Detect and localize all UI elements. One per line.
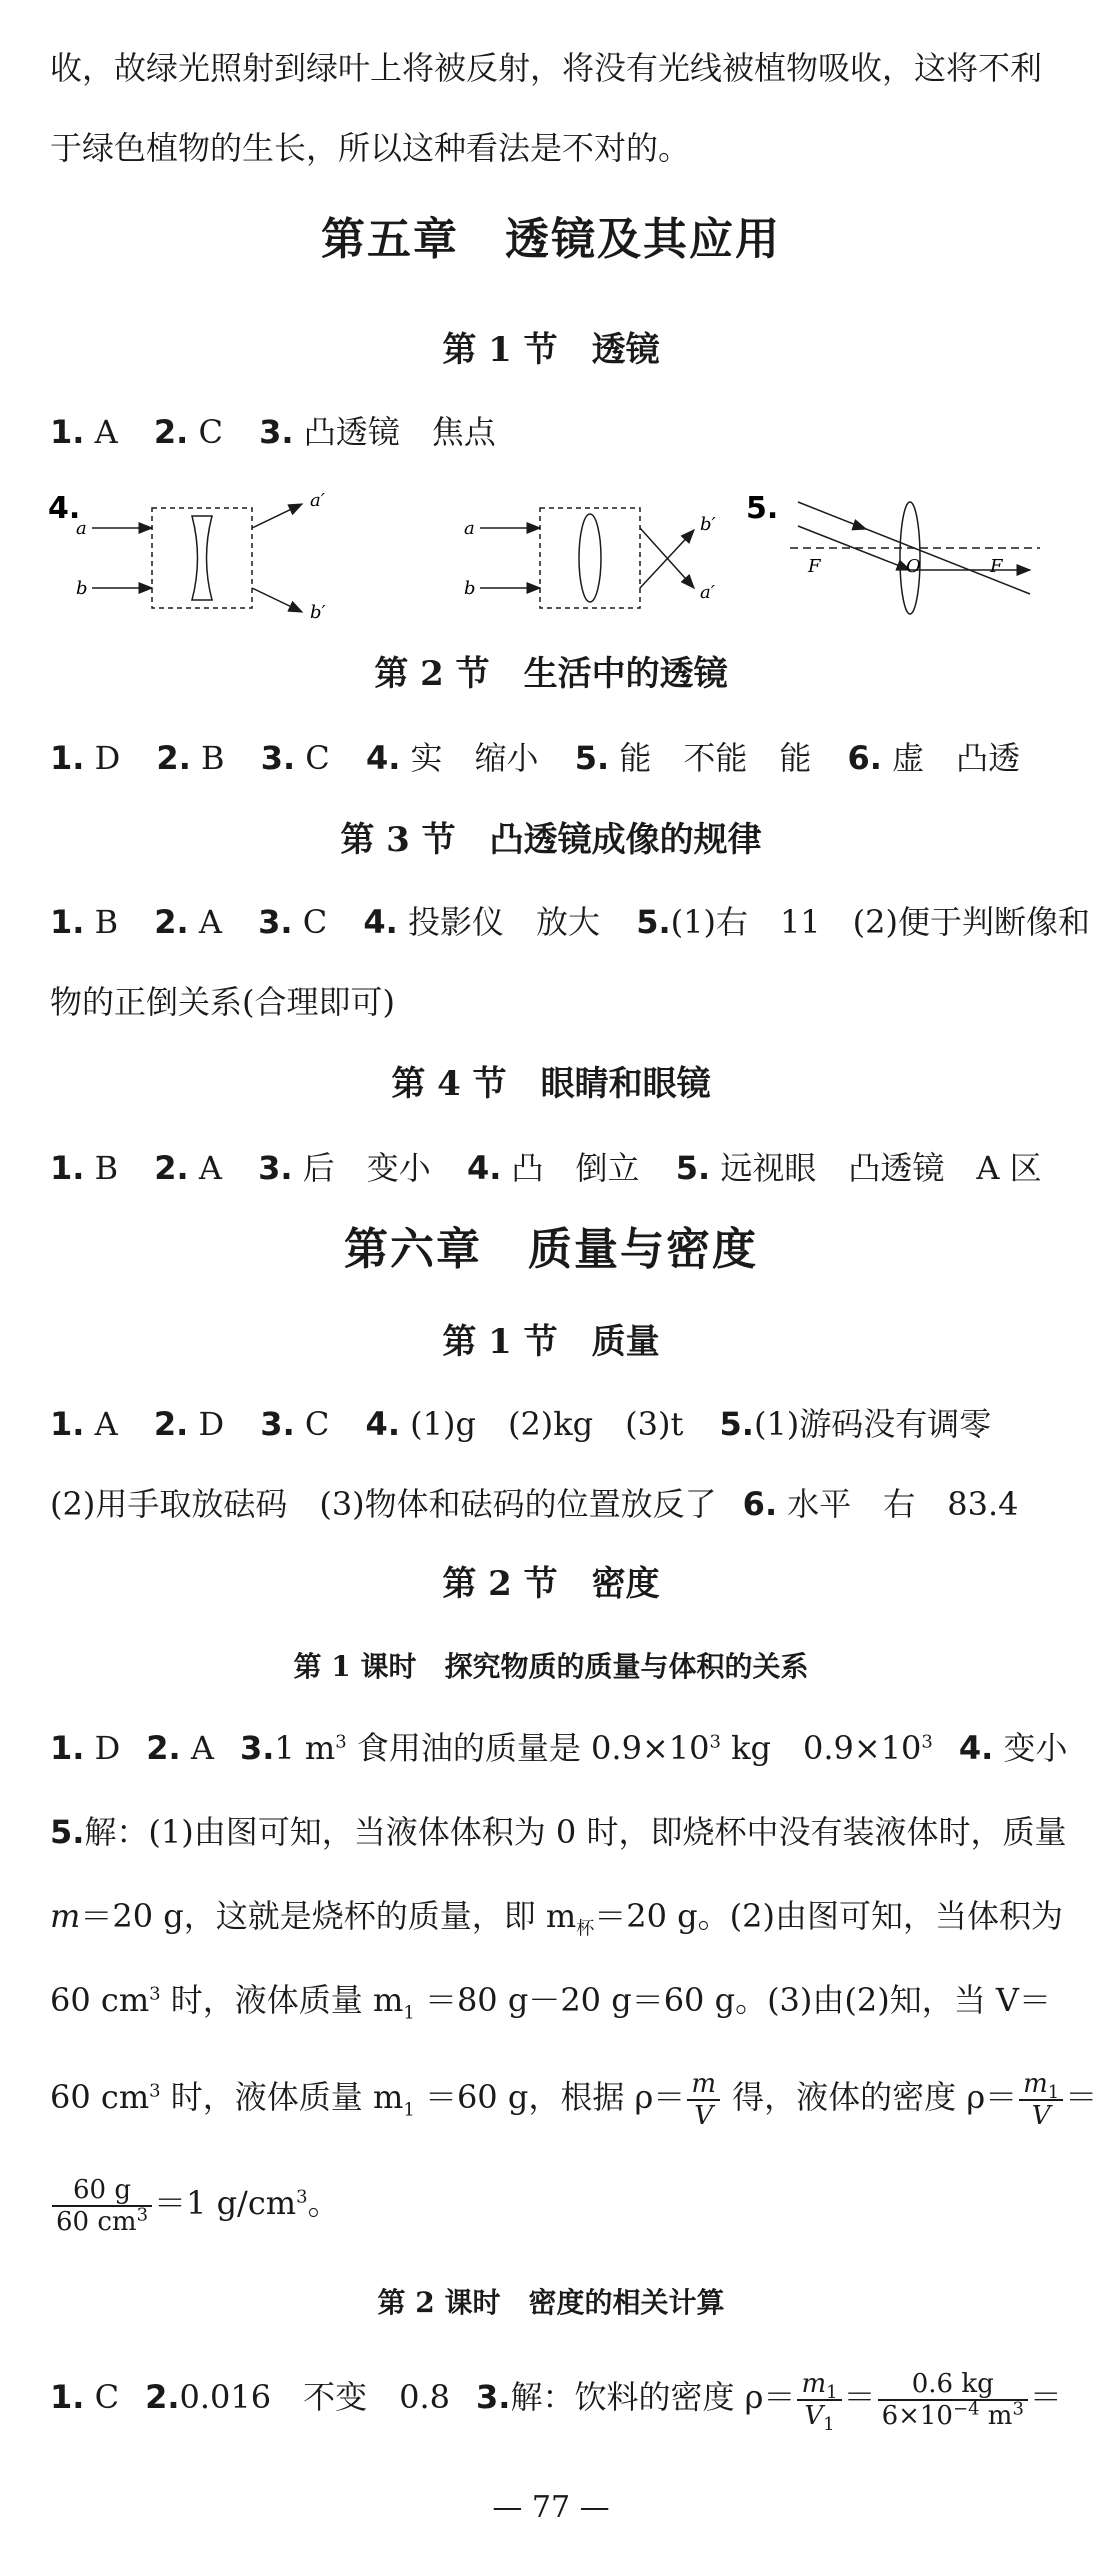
fraction: $\frac{0.6 kg}{6\times 10^{-4} m^3}$ (878, 2369, 1028, 2431)
svg-text:a: a (464, 518, 475, 539)
answer-line: 1. B 2. A 3. 后 变小 4. 凸 倒立 5. 远视眼 凸透镜 A 区 (50, 1149, 1042, 1187)
convex-lens-diagram (464, 508, 716, 608)
answer-line: 1. D 2. A 3.1 $m^3$ 食用油的质量是 $0.9\times 10^3$ kg $0.9\times 10^3$ 4. 变小 (50, 1729, 1068, 1767)
section-title: 第 4 节 眼睛和眼镜 (391, 1064, 711, 1104)
solution-line: $\frac{60 g}{60 cm^3}$ ＝1 $g/cm^3$。 (50, 2168, 340, 2238)
answer-line: 1. B 2. A 3. C 4. 投影仪 放大 5.(1)右 11 (2)便于判断像和 (50, 903, 1090, 941)
page-number: — 77 — (492, 2490, 610, 2525)
solution-line: 60 $cm^3$ 时，液体质量 $m_1 =80$ g－20 g＝60 g。(3)由(2)知，当 V＝ (50, 1981, 1052, 2024)
svg-text:F: F (990, 556, 1003, 577)
answer-line: (2)用手取放砝码 (3)物体和砝码的位置放反了 6. 水平 右 83.4 (50, 1485, 1019, 1523)
solution-line: m＝20 g，这就是烧杯的质量，即 $m_杯=20$ g。(2)由图可知，当体积为 (50, 1897, 1063, 1940)
question-number: 2. (153, 413, 189, 451)
answer-line: 1. A 2. D 3. C 4. (1)g (2)kg (3)t 5.(1)游码没有调零 (50, 1405, 992, 1443)
fraction: $\frac{m}{V}$ (687, 2069, 720, 2131)
text-line: 物的正倒关系(合理即可) (50, 983, 395, 1021)
svg-text:b′: b′ (700, 514, 716, 535)
answer: 凸透镜 焦点 (303, 413, 496, 451)
svg-text:b: b (464, 578, 476, 599)
lesson-title: 第 1 课时 探究物质的质量与体积的关系 (293, 1650, 809, 1683)
answer-line (50, 412, 522, 452)
answer: C (198, 413, 223, 451)
svg-text:O: O (906, 556, 921, 577)
optics-figure (40, 490, 1060, 630)
question-number: 3. (259, 413, 294, 451)
question-number: 5. (746, 491, 779, 526)
question-number: 1. (50, 413, 85, 451)
svg-text:F: F (808, 556, 821, 577)
section-title: 第 2 节 密度 (442, 1564, 660, 1604)
svg-text:b: b (76, 578, 88, 599)
fraction: $\frac{m_1}{V_1}$ (797, 2369, 841, 2431)
concave-lens-diagram (76, 490, 326, 623)
question-number: 4. (48, 491, 81, 526)
text-line: 收，故绿光照射到绿叶上将被反射，将没有光线被植物吸收，这将不利 (50, 49, 1043, 87)
svg-text:a′: a′ (310, 490, 325, 511)
text-line: 于绿色植物的生长，所以这种看法是不对的。 (50, 129, 691, 167)
solution-line: 5.解：(1)由图可知，当液体体积为 0 时，即烧杯中没有装液体时，质量 (50, 1813, 1067, 1851)
fraction: $\frac{m_1}{V}$ (1019, 2069, 1063, 2131)
chapter-title: 第六章 质量与密度 (344, 1224, 758, 1275)
fraction: $\frac{60 g}{60 cm^3}$ (52, 2175, 152, 2237)
section-title: 第 1 节 透镜 (442, 330, 660, 370)
section-title: 第 3 节 凸透镜成像的规律 (340, 820, 762, 860)
section-title: 第 2 节 生活中的透镜 (374, 654, 728, 694)
ray-diagram (790, 502, 1040, 614)
svg-text:a: a (76, 518, 87, 539)
answer-line: 1. D 2. B 3. C 4. 实 缩小 5. 能 不能 能 6. 虚 凸透 (50, 739, 1021, 777)
lesson-title: 第 2 课时 密度的相关计算 (377, 2286, 725, 2319)
chapter-title: 第五章 透镜及其应用 (321, 214, 781, 265)
answer: A (94, 413, 118, 451)
section-title: 第 1 节 质量 (442, 1322, 660, 1362)
solution-line: 60 $cm^3$ 时，液体质量 $m_1 =60$ g，根据 ρ＝ $\frac{m}{V}$ 得，液体的密度 ρ＝ $\frac{m_1}{V}$ ＝ (50, 2068, 1098, 2131)
svg-text:a′: a′ (700, 582, 715, 603)
answer-line: 1. C 2.0.016 不变 0.8 3.解：饮料的密度 ρ＝ $\frac{m_1}{V_1}$ ＝ $\frac{0.6 kg}{6\times 10^{-4} m^3}$ ＝ (50, 2368, 1062, 2435)
svg-text:b′: b′ (310, 602, 326, 623)
